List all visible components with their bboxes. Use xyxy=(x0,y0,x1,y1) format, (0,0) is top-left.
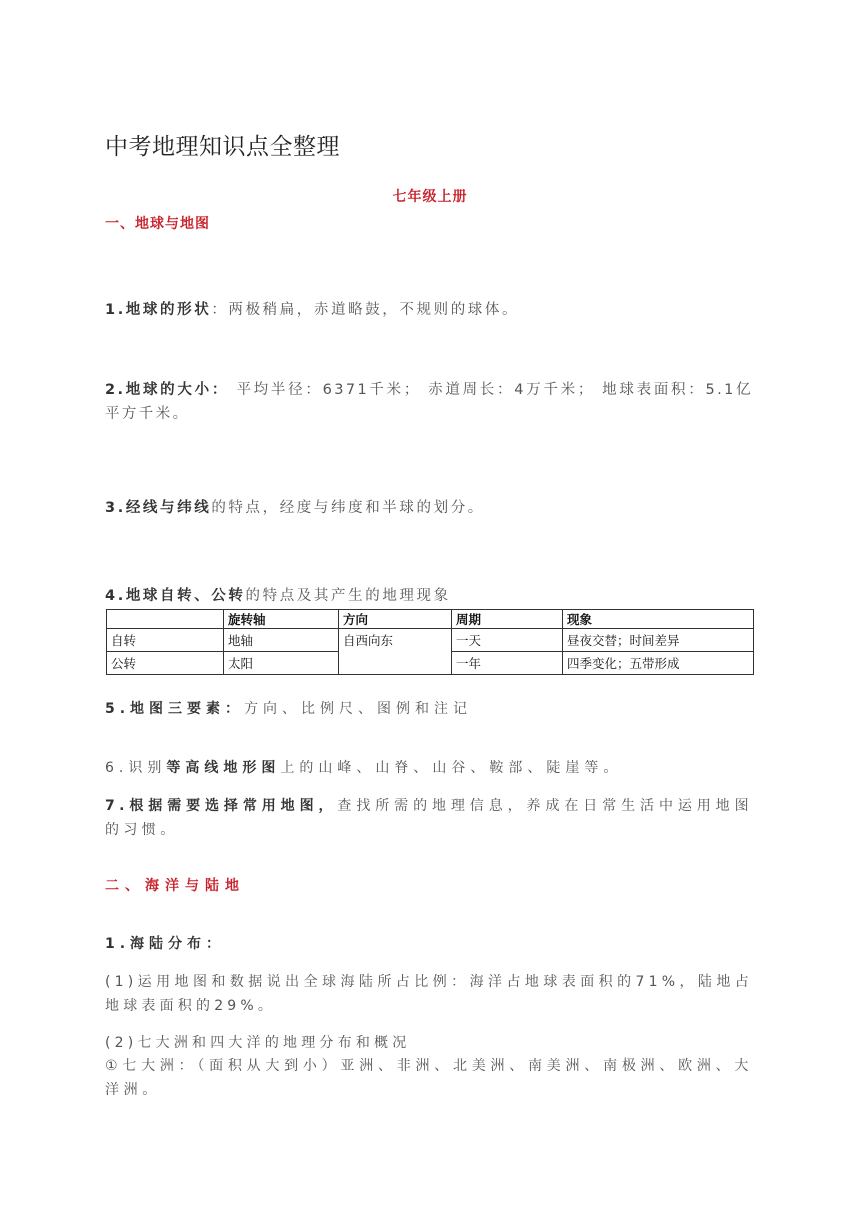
document-title: 中考地理知识点全整理 xyxy=(105,134,340,160)
paragraph-rotation-revolution xyxy=(105,584,753,608)
table-header-cell: 旋转轴 xyxy=(224,610,339,629)
bold-term: 1.海陆分布： xyxy=(105,936,226,952)
paragraph-meridians-parallels xyxy=(105,496,753,520)
bold-term: 5.地图三要素： xyxy=(105,701,245,717)
paragraph-text: 的特点及其产生的地理现象 xyxy=(245,588,451,604)
table-header-cell: 周期 xyxy=(452,610,563,629)
item-number: 6.识别 xyxy=(105,760,167,776)
paragraph-text: 上的山峰、山脊、山谷、鞍部、陡崖等。 xyxy=(280,760,623,776)
table-header-row xyxy=(107,610,754,629)
rotation-revolution-table xyxy=(106,609,754,675)
table-cell: 昼夜交替；时间差异 xyxy=(563,629,754,652)
paragraph-text: 的特点，经度与纬度和半球的划分。 xyxy=(211,500,485,516)
paragraph-land-sea-distribution xyxy=(105,932,753,956)
paragraph-land-sea-ratio: (1)运用地图和数据说出全球海陆所占比例：海洋占地球表面积的71%，陆地占地球表面积的29%。 xyxy=(105,974,753,1014)
section-heading-ocean-and-land: 二、海洋与陆地 xyxy=(105,878,245,894)
table-header-cell: 方向 xyxy=(339,610,452,629)
paragraph-earth-size xyxy=(105,378,753,426)
bold-term: 经线与纬线 xyxy=(125,500,212,516)
table-cell: 自转 xyxy=(107,629,224,652)
table-cell: 地轴 xyxy=(224,629,339,652)
paragraph-map-elements xyxy=(105,697,753,721)
paragraph-seven-continents: ①七大洲：（面积从大到小）亚洲、非洲、北美洲、南美洲、南极洲、欧洲、大洋洲。 xyxy=(105,1058,753,1098)
bold-term: 等高线地形图 xyxy=(166,760,281,776)
table-header-cell xyxy=(107,610,224,629)
bold-term: 1.地球的形状 xyxy=(105,302,212,318)
bold-term: 7.根据需要选择常用地图， xyxy=(105,798,338,814)
table-header-cell: 现象 xyxy=(563,610,754,629)
table-row xyxy=(107,629,754,652)
section-heading-earth-and-maps: 一、地球与地图 xyxy=(105,216,210,232)
bold-term: 地球自转、公转 xyxy=(125,588,246,604)
paragraph-text: ：两极稍扁，赤道略鼓，不规则的球体。 xyxy=(211,302,520,318)
table-cell: 太阳 xyxy=(224,652,339,675)
table-cell: 自西向东 xyxy=(339,629,452,675)
paragraph-contour-maps xyxy=(105,756,753,780)
paragraph-text: 方向、比例尺、图例和注记 xyxy=(244,701,473,717)
paragraph-text: 平均半径：6371千米； 赤道周长：4万千米； 地球表面积：5.1亿平方千米。 xyxy=(105,382,754,422)
bold-term: 2.地球的大小： xyxy=(105,382,230,398)
table-cell: 四季变化；五带形成 xyxy=(563,652,754,675)
paragraph-continents-oceans: (2)七大洲和四大洋的地理分布和概况 xyxy=(105,1035,411,1051)
table-cell: 公转 xyxy=(107,652,224,675)
grade-heading: 七年级上册 xyxy=(392,189,468,205)
paragraph-text: 查找所需的地理信息，养成在日常生活中运用地图的习惯。 xyxy=(105,798,753,838)
table-cell: 一年 xyxy=(452,652,563,675)
paragraph-choose-maps xyxy=(105,794,753,842)
item-number: 3. xyxy=(105,500,126,516)
paragraph-earth-shape xyxy=(105,298,753,322)
table-cell: 一天 xyxy=(452,629,563,652)
item-number: 4. xyxy=(105,588,126,604)
